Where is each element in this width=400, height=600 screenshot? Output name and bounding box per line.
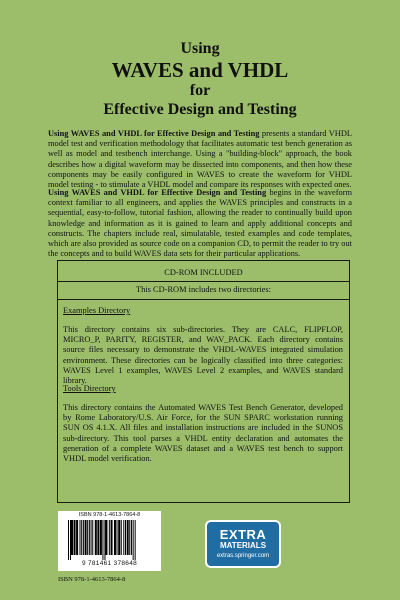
barcode-bar (125, 520, 126, 555)
barcode-bar (100, 520, 102, 555)
barcode-bar (129, 520, 130, 555)
barcode-bar (87, 520, 88, 555)
barcode-guard-bar (102, 520, 103, 560)
logo-materials-text: MATERIALS (219, 541, 267, 550)
barcode-bar (92, 520, 93, 555)
barcode-bar (114, 520, 116, 555)
barcode-bar (74, 520, 76, 555)
barcode-bars (66, 520, 154, 560)
barcode-bar (71, 520, 73, 555)
title-line-using: Using (180, 40, 220, 57)
cd-rom-info-box (57, 260, 350, 503)
barcode-bar (95, 520, 97, 555)
cd-rom-title: CD-ROM INCLUDED (164, 268, 243, 277)
barcode-bar (117, 520, 118, 555)
examples-directory-text: This directory contains six sub-directories. They are CALC, FLIPFLOP, MICRO_P, PARITY, REGISTER, and WAV_PACK. Each directory contains source files necessary to demonstrate the VHDL-WAVES integrated simulation environment. These directories can be logically classified into three categories: WAVES Level 1 examples, WAVES Level 2 examples, and WAVES standard library. (63, 325, 343, 386)
isbn-number: ISBN 978-1-4613-7864-8 (58, 576, 126, 583)
tools-directory-heading: Tools Directory (63, 384, 116, 393)
description-paragraph-1 (48, 129, 352, 190)
title-line-main: WAVES and VHDL (111, 58, 289, 82)
cd-rom-intro: This CD-ROM includes two directories: (136, 285, 271, 294)
barcode-bar (121, 520, 122, 555)
logo-extra-text: EXTRA (219, 527, 267, 542)
title-line-for: for (189, 82, 211, 99)
barcode-guard-bar (133, 520, 134, 560)
paragraph-2-text: begins in the waveform context familiar to all engineers, and applies the WAVES principles and constructs in a sequential, easy-to-follow, tutorial fashion, allowing the reader to continually build upon knowledge and information as it is gained to learn and apply additional concepts and constructs. The chapters include real, simulatable, tested examples and code templates, which are also provided as source code on a companion CD, to permit the reader to try out the concepts and to build WAVES data sets for their particular applications. (48, 188, 352, 259)
barcode-isbn-label: ISBN 978-1-4613-7864-8 (78, 512, 141, 518)
tools-directory-text: This directory contains the Automated WAVES Test Bench Generator, developed by Rome Laboratory/U.S. Air Force, for the SUN SPARC workstation running SUN OS 4.1.X. All files and installation instructions are included in the SUNOS sub-directory. This tool parses a VHDL entity declaration and automates the generation of a complete WAVES dataset and a WAVES test bench to support VHDL model verification. (63, 403, 343, 464)
barcode-bar (123, 520, 124, 555)
paragraph-1-book-title: Using WAVES and VHDL for Effective Design and Testing (48, 129, 260, 138)
barcode-bar (91, 520, 92, 555)
extra-materials-logo (205, 520, 281, 568)
logo-url-text: extras.springer.com (216, 553, 270, 559)
barcode-guard-bar (68, 520, 69, 560)
title-line-subtitle: Effective Design and Testing (103, 101, 297, 118)
barcode-bar (111, 520, 113, 555)
barcode-bar (80, 520, 81, 555)
barcode-bar (97, 520, 99, 555)
barcode-guard-bar (104, 520, 105, 560)
title-block (0, 40, 400, 120)
barcode-bar (118, 520, 120, 555)
barcode-bar (83, 520, 84, 555)
cd-box-divider-middle (58, 299, 349, 300)
barcode-bar (109, 520, 110, 555)
barcode-bar (105, 520, 107, 555)
barcode-bar (127, 520, 129, 555)
paragraph-1-text: presents a standard VHDL model test and verification methodology that facilitates automatic test bench generation as well as model and testbench interchange. Using a "building-block" approach, the book describes how a digital waveform may be dissected into components, and then how these components may be easily configured in WAVES to create the waveform for VHDL model testing - to stimulate a VHDL model and compare its responses with expected ones. (48, 129, 352, 190)
examples-directory-heading: Examples Directory (63, 306, 131, 315)
isbn-barcode (58, 511, 161, 571)
barcode-bar (89, 520, 90, 555)
barcode-bar (85, 520, 87, 555)
barcode-guard-bar (135, 520, 136, 560)
barcode-bar (131, 520, 132, 555)
description-paragraph-2 (48, 188, 352, 259)
barcode-bar (81, 520, 82, 555)
barcode-digits: 9 781461 378648 (81, 560, 138, 567)
barcode-bar (76, 520, 78, 555)
barcode-guard-bar (70, 520, 71, 560)
cd-box-divider-top (58, 281, 349, 282)
paragraph-2-book-title: Using WAVES and VHDL for Effective Design and Testing (48, 188, 267, 197)
